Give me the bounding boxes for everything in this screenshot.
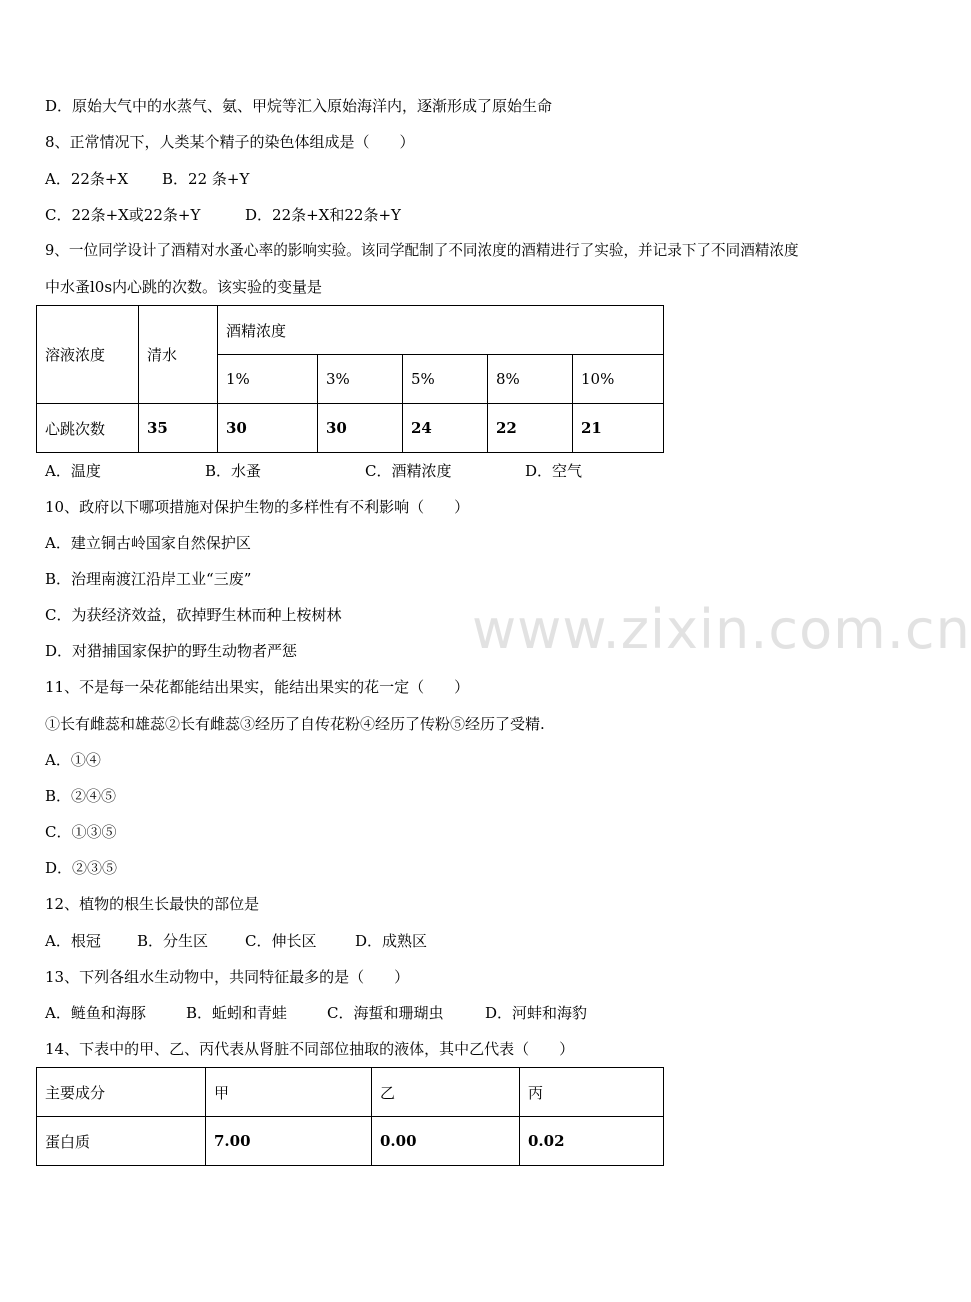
q14-row-label: 蛋白质	[37, 1117, 206, 1166]
q14-header-cell: 丙	[520, 1068, 664, 1117]
q9-stem-line1: 9、一位同学设计了酒精对水蚤心率的影响实验。该同学配制了不同浓度的酒精进行了实验，并记录下了不同酒精浓度	[45, 242, 799, 259]
q12-option-c: C．伸长区	[245, 932, 317, 950]
q9-option-d: D．空气	[525, 462, 583, 480]
q8-option-d: D．22条+X和22条+Y	[245, 206, 401, 224]
q10-option-a: A．建立铜古岭国家自然保护区	[45, 534, 251, 552]
q11-items: ①长有雌蕊和雄蕊②长有雌蕊③经历了自传花粉④经历了传粉⑤经历了受精.	[45, 715, 545, 733]
q9-value-cell: 30	[218, 404, 318, 453]
q9-value-cell: 24	[403, 404, 488, 453]
q9-pct-cell: 8%	[488, 355, 573, 404]
q14-value-cell: 0.02	[520, 1117, 664, 1166]
q14-table	[36, 1067, 664, 1166]
q9-stem-line2: 中水蚤l0s内心跳的次数。该实验的变量是	[45, 278, 323, 296]
q9-option-c: C．酒精浓度	[365, 462, 452, 480]
q8-option-c: C．22条+X或22条+Y	[45, 206, 201, 224]
q7-option-d: D．原始大气中的水蒸气、氨、甲烷等汇入原始海洋内，逐渐形成了原始生命	[45, 97, 553, 115]
q12-option-b: B．分生区	[137, 932, 209, 950]
q14-value-cell: 7.00	[206, 1117, 372, 1166]
q13-option-c: C．海蜇和珊瑚虫	[327, 1004, 444, 1022]
q8-option-b: B．22 条+Y	[162, 170, 250, 188]
q12-option-a: A．根冠	[45, 932, 101, 950]
q14-header-cell: 主要成分	[37, 1068, 206, 1117]
q9-option-a: A．温度	[45, 462, 101, 480]
q11-option-b: B．②④⑤	[45, 787, 117, 805]
q8-option-a: A．22条+X	[45, 170, 129, 188]
q13-option-b: B．蚯蚓和青蛙	[186, 1004, 288, 1022]
q9-header-water: 清水	[139, 306, 218, 404]
q10-option-d: D．对猎捕国家保护的野生动物者严惩	[45, 642, 298, 660]
q9-value-cell: 22	[488, 404, 573, 453]
q11-stem: 11、不是每一朵花都能结出果实，能结出果实的花一定（ ）	[45, 678, 470, 696]
q9-option-b: B．水蚤	[205, 462, 262, 480]
q14-header-cell: 乙	[372, 1068, 520, 1117]
q9-pct-cell: 10%	[573, 355, 664, 404]
q8-stem: 8、正常情况下，人类某个精子的染色体组成是（ ）	[45, 133, 415, 151]
q9-pct-cell: 5%	[403, 355, 488, 404]
q12-stem: 12、植物的根生长最快的部位是	[45, 895, 260, 913]
watermark: www.zixin.com.cn	[472, 598, 971, 661]
q10-option-b: B．治理南渡江沿岸工业“三废”	[45, 570, 252, 588]
q9-row-label: 心跳次数	[37, 404, 139, 453]
q9-table	[36, 305, 664, 453]
q14-stem: 14、下表中的甲、乙、丙代表从肾脏不同部位抽取的液体，其中乙代表（ ）	[45, 1040, 575, 1058]
q13-option-d: D．河蚌和海豹	[485, 1004, 588, 1022]
q13-option-a: A．鲢鱼和海豚	[45, 1004, 146, 1022]
q10-option-c: C．为获经济效益，砍掉野生林而种上桉树林	[45, 606, 342, 624]
q9-value-cell: 35	[139, 404, 218, 453]
q12-option-d: D．成熟区	[355, 932, 428, 950]
q9-pct-cell: 1%	[218, 355, 318, 404]
q9-header-concentration: 溶液浓度	[37, 306, 139, 404]
q9-header-alcohol: 酒精浓度	[218, 306, 664, 355]
q11-option-d: D．②③⑤	[45, 859, 118, 877]
q11-option-c: C．①③⑤	[45, 823, 117, 841]
q9-value-cell: 21	[573, 404, 664, 453]
q14-header-cell: 甲	[206, 1068, 372, 1117]
q13-stem: 13、下列各组水生动物中，共同特征最多的是（ ）	[45, 968, 410, 986]
q9-value-cell: 30	[318, 404, 403, 453]
q10-stem: 10、政府以下哪项措施对保护生物的多样性有不利影响（ ）	[45, 498, 470, 516]
q11-option-a: A．①④	[45, 751, 101, 769]
q14-value-cell: 0.00	[372, 1117, 520, 1166]
q9-pct-cell: 3%	[318, 355, 403, 404]
